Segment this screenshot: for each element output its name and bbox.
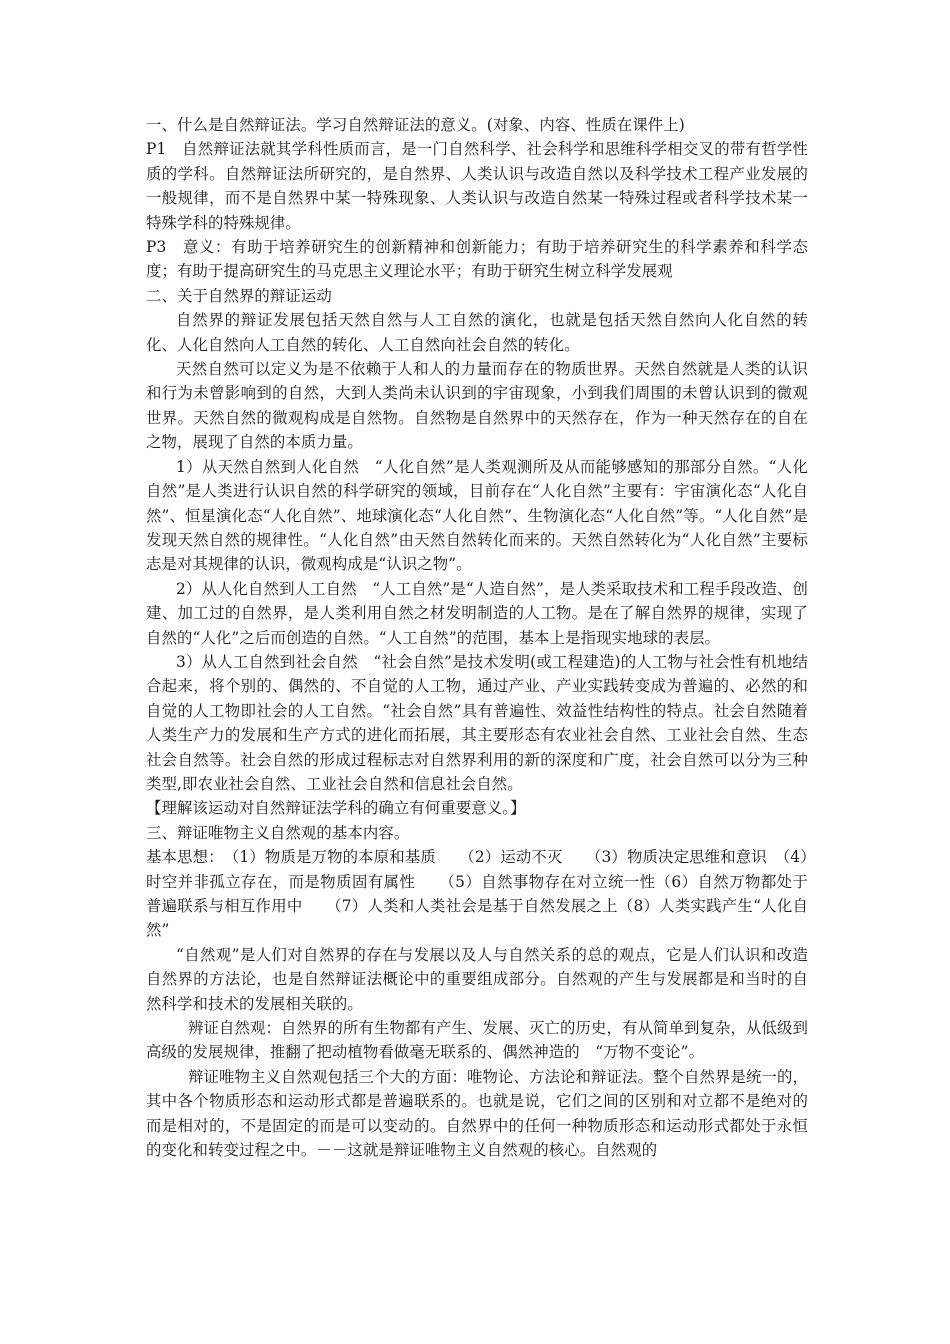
heading-section-3: 三、辩证唯物主义自然观的基本内容。 [146, 823, 410, 842]
paragraph-bracket-question: 【理解该运动对自然辩证法学科的确立有何重要意义。】 [146, 799, 526, 818]
paragraph-dialectical-view: 辨证自然观：自然界的所有生物都有产生、发展、灭亡的历史，有从简单到复杂，从低级到高级的发展规律，推翻了把动植物看做毫无联系的、偶然神造的 “万物不变论”。 [146, 1019, 808, 1062]
heading-section-2: 二、关于自然界的辩证运动 [146, 286, 332, 305]
paragraph-dialectical-development: 自然界的辩证发展包括天然自然与人工自然的演化，也就是包括天然自然向人化自然的转化、人化自然向人工自然的转化、人工自然向社会自然的转化。 [146, 311, 808, 354]
heading-section-1: 一、什么是自然辩证法。学习自然辩证法的意义。(对象、内容、性质在课件上) [146, 116, 685, 134]
paragraph-natural-nature: 天然自然可以定义为是不依赖于人和人的力量而存在的物质世界。天然自然就是人类的认识和行为未曾影响到的自然，大到人类尚未认识到的宇宙现象，小到我们周围的未曾认识到的微观世界。天然自然的微观构成是自然物。自然物是自然界中的天然存在，作为一种天然存在的自在之物，展现了自然的本质力量。 [146, 360, 808, 452]
paragraph-materialist-view: 辩证唯物主义自然观包括三个大的方面：唯物论、方法论和辩证法。整个自然界是统一的，其中各个物质形态和运动形式都是普遍联系的。也就是说，它们之间的区别和对立都不是绝对的而是相对的，不是固定的而是可以变动的。自然界中的任何一种物质形态和运动形式都处于永恒的变化和转变过程之中。－－这就是辩证唯物主义自然观的核心。自然观的 [146, 1067, 808, 1160]
paragraph-p3-significance: P3 意义：有助于培养研究生的创新精神和创新能力；有助于培养研究生的科学素养和科学态度；有助于提高研究生的马克思主义理论水平；有助于研究生树立科学发展观 [146, 238, 808, 281]
paragraph-item-3: 3）从人工自然到社会自然 “社会自然”是技术发明(或工程建造)的人工物与社会性有机地结合起来，将个别的、偶然的、不自觉的人工物，通过产业、产业实践转变成为普遍的、必然的和自觉的人工物即社会的人工自然。“社会自然”具有普遍性、效益性结构性的特点。社会自然随着人类生产力的发展和生产方式的进化而拓展，其主要形态有农业社会自然、工业社会自然、生态社会自然等。社会自然的形成过程标志对自然界利用的新的深度和广度，社会自然可以分为三种类型,即农业社会自然、工业社会自然和信息社会自然。 [146, 652, 808, 793]
paragraph-item-1: 1）从天然自然到人化自然 “人化自然”是人类观测所及从而能够感知的那部分自然。“人化自然”是人类进行认识自然的科学研究的领域，目前存在“人化自然”主要有：宇宙演化态“人化自然”、恒星演化态“人化自然”、地球演化态“人化自然”、生物演化态“人化自然”等。“人化自然”是发现天然自然的规律性。“人化自然”由天然自然转化而来的。天然自然转化为“人化自然”主要标志是对其规律的认识，微观构成是“认识之物”。 [146, 457, 808, 574]
paragraph-basic-ideas: 基本思想： （1）物质是万物的本原和基质 （2）运动不灭 （3）物质决定思维和意识 （4）时空并非孤立存在，而是物质固有属性 （5）自然事物存在对立统一性（6）自然万物都处于普遍联系与相互作用中 （7）人类和人类社会是基于自然发展之上（8）人类实践产生“人化自然” [146, 848, 808, 940]
paragraph-view-of-nature: “自然观”是人们对自然界的存在与发展以及人与自然关系的总的观点，它是人们认识和改造自然界的方法论，也是自然辩证法概论中的重要组成部分。自然观的产生与发展都是和当时的自然科学和技术的发展相关联的。 [146, 945, 808, 1013]
paragraph-item-2: 2）从人化自然到人工自然 “人工自然”是“人造自然”，是人类采取技术和工程手段改造、创建、加工过的自然界，是人类利用自然之材发明制造的人工物。是在了解自然界的规律，实现了自然的“人化”之后而创造的自然。“人工自然”的范围，基本上是指现实地球的表层。 [146, 579, 808, 647]
document-body [146, 113, 808, 1162]
paragraph-p1-definition: P1 自然辩证法就其学科性质而言，是一门自然科学、社会科学和思维科学相交叉的带有哲学性质的学科。自然辩证法所研究的，是自然界、人类认识与改造自然以及科学技术工程产业发展的一般规律，而不是自然界中某一特殊现象、人类认识与改造自然某一特殊过程或者科学技术某一特殊学科的特殊规律。 [146, 140, 808, 232]
